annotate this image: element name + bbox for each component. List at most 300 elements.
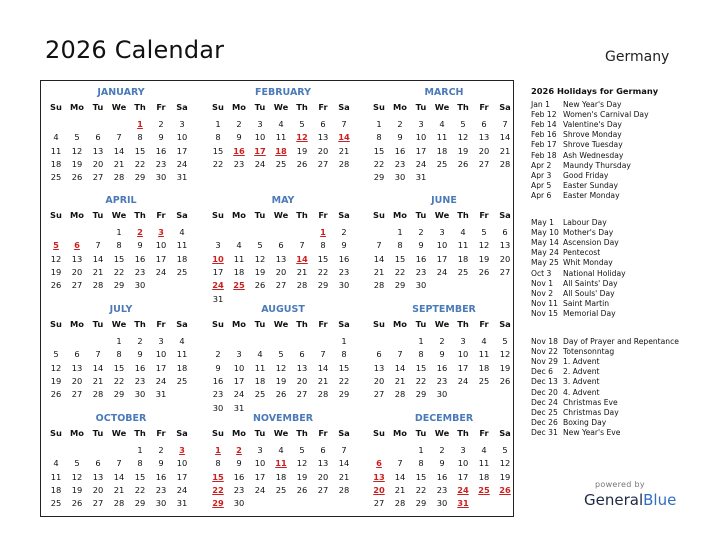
weekday-header: Su: [212, 210, 224, 220]
day-cell: 17: [436, 253, 448, 264]
day-cell: 14: [499, 132, 511, 143]
brand-general-text: General: [584, 491, 644, 509]
day-cell: 29: [338, 389, 350, 400]
day-cell: 2: [418, 227, 424, 237]
holiday-date: Nov 11: [531, 298, 558, 308]
day-cell: 17: [155, 362, 167, 373]
day-cell: 23: [394, 158, 406, 169]
weekday-header: We: [434, 210, 450, 220]
day-cell: 2: [158, 445, 164, 455]
weekday-header: Mo: [70, 102, 84, 112]
holiday-day-cell: 2: [137, 227, 143, 237]
day-cell: 28: [92, 280, 104, 291]
day-cell: 14: [317, 362, 329, 373]
holiday-name: Easter Monday: [563, 190, 620, 200]
day-cell: 22: [338, 375, 350, 386]
weekday-header: We: [273, 319, 289, 329]
holiday-day-cell: 6: [74, 240, 80, 251]
day-cell: 21: [373, 266, 385, 277]
day-cell: 1: [418, 445, 424, 455]
day-cell: 28: [317, 389, 329, 400]
holiday-row: [531, 151, 712, 161]
weekday-header: Su: [50, 319, 62, 329]
day-cell: 2: [341, 227, 347, 237]
day-cell: 16: [155, 145, 167, 156]
day-cell: 22: [212, 158, 224, 169]
day-cell: 13: [317, 132, 329, 143]
day-cell: 8: [418, 349, 424, 360]
weekday-header: Tu: [92, 319, 104, 329]
day-cell: 7: [502, 119, 508, 129]
day-cell: 13: [373, 362, 385, 373]
day-cell: 28: [338, 484, 350, 495]
holiday-name: All Souls' Day: [563, 288, 615, 298]
day-cell: 5: [502, 336, 508, 346]
weekday-header: Tu: [254, 428, 266, 438]
weekday-header: Fr: [156, 102, 166, 112]
day-cell: 10: [233, 362, 245, 373]
day-cell: 18: [176, 253, 188, 264]
month-name: AUGUST: [261, 304, 305, 315]
day-cell: 19: [71, 484, 83, 495]
day-cell: 16: [134, 253, 146, 264]
day-cell: 13: [296, 362, 308, 373]
holiday-row: [531, 269, 712, 279]
holiday-name: Shrove Monday: [563, 130, 622, 140]
day-cell: 26: [478, 266, 490, 277]
weekday-header: Sa: [338, 210, 350, 220]
weekday-header: We: [434, 319, 450, 329]
day-cell: 6: [481, 119, 487, 129]
day-cell: 21: [92, 266, 104, 277]
weekday-header: Fr: [479, 210, 489, 220]
day-cell: 26: [457, 158, 469, 169]
day-cell: 28: [113, 498, 125, 509]
holiday-row: [531, 388, 712, 398]
day-cell: 31: [155, 389, 167, 400]
month-may: [208, 191, 358, 304]
holiday-name: Ash Wednesday: [563, 150, 624, 160]
weekday-header: Sa: [176, 210, 188, 220]
day-cell: 7: [116, 132, 122, 143]
weekday-header: Th: [457, 319, 469, 329]
weekday-header: Sa: [338, 319, 350, 329]
weekday-header: Th: [296, 428, 308, 438]
day-cell: 18: [50, 484, 62, 495]
month-name: OCTOBER: [95, 413, 147, 424]
holiday-day-cell: 10: [212, 253, 224, 264]
day-cell: 15: [338, 362, 350, 373]
day-cell: 23: [134, 375, 146, 386]
day-cell: 29: [113, 280, 125, 291]
holiday-row: [531, 299, 712, 309]
day-cell: 13: [478, 132, 490, 143]
day-cell: 2: [236, 119, 242, 129]
day-cell: 27: [373, 498, 385, 509]
day-cell: 28: [499, 158, 511, 169]
day-cell: 13: [71, 362, 83, 373]
day-cell: 21: [317, 375, 329, 386]
day-cell: 12: [275, 362, 287, 373]
month-name: JUNE: [431, 195, 457, 206]
day-cell: 22: [394, 266, 406, 277]
holiday-date: Dec 20: [531, 387, 558, 397]
day-cell: 31: [233, 402, 245, 413]
day-cell: 18: [275, 471, 287, 482]
holiday-day-cell: 1: [137, 119, 143, 129]
month-name: APRIL: [105, 195, 137, 206]
day-cell: 8: [215, 458, 221, 469]
day-cell: 9: [341, 240, 347, 251]
day-cell: 26: [296, 484, 308, 495]
day-cell: 20: [499, 253, 511, 264]
weekday-header: Fr: [318, 319, 328, 329]
holiday-name: Boxing Day: [563, 417, 607, 427]
day-cell: 28: [338, 158, 350, 169]
holiday-name: All Saints' Day: [563, 278, 618, 288]
holiday-day-cell: 2: [236, 445, 242, 455]
day-cell: 24: [457, 375, 469, 386]
month-september: [369, 300, 519, 410]
day-cell: 25: [436, 158, 448, 169]
day-cell: 9: [418, 240, 424, 251]
powered-by-label: powered by: [595, 480, 645, 489]
holiday-row: [531, 171, 712, 181]
weekday-header: Th: [457, 102, 469, 112]
day-cell: 21: [394, 375, 406, 386]
weekday-header: Tu: [92, 210, 104, 220]
weekday-header: We: [111, 428, 127, 438]
day-cell: 31: [212, 293, 224, 304]
day-cell: 30: [212, 402, 224, 413]
day-cell: 17: [155, 253, 167, 264]
holiday-date: May 24: [531, 248, 559, 258]
day-cell: 9: [439, 458, 445, 469]
month-name: SEPTEMBER: [412, 304, 476, 315]
weekday-header: Fr: [318, 210, 328, 220]
day-cell: 7: [376, 240, 382, 251]
day-cell: 3: [460, 445, 466, 455]
day-cell: 17: [457, 362, 469, 373]
holiday-date: Dec 26: [531, 417, 558, 427]
weekday-header: Sa: [499, 428, 511, 438]
weekday-header: Tu: [415, 102, 427, 112]
day-cell: 22: [134, 484, 146, 495]
day-cell: 10: [415, 132, 427, 143]
holiday-date: Dec 25: [531, 407, 558, 417]
day-cell: 15: [373, 145, 385, 156]
weekday-header: We: [434, 428, 450, 438]
holiday-row: [531, 377, 712, 387]
day-cell: 8: [397, 240, 403, 251]
weekday-header: We: [434, 102, 450, 112]
day-cell: 20: [317, 471, 329, 482]
holiday-name: Women's Carnival Day: [563, 110, 649, 120]
day-cell: 28: [394, 498, 406, 509]
day-cell: 20: [92, 158, 104, 169]
day-cell: 25: [50, 498, 62, 509]
holiday-day-cell: 11: [275, 458, 287, 469]
holiday-date: Feb 12: [531, 110, 557, 120]
day-cell: 10: [436, 240, 448, 251]
day-cell: 19: [50, 375, 62, 386]
day-cell: 3: [236, 349, 242, 360]
holiday-date: Apr 5: [531, 180, 552, 190]
holiday-row: [531, 161, 712, 171]
weekday-header: Sa: [499, 102, 511, 112]
month-june: [369, 191, 519, 301]
day-cell: 17: [457, 471, 469, 482]
day-cell: 26: [50, 280, 62, 291]
weekday-header: Fr: [318, 102, 328, 112]
day-cell: 19: [50, 266, 62, 277]
day-cell: 30: [436, 498, 448, 509]
holiday-row: [531, 258, 712, 268]
day-cell: 16: [436, 471, 448, 482]
day-cell: 10: [155, 349, 167, 360]
day-cell: 28: [113, 172, 125, 183]
day-cell: 24: [415, 158, 427, 169]
day-cell: 4: [481, 336, 487, 346]
day-cell: 27: [71, 389, 83, 400]
day-cell: 18: [436, 145, 448, 156]
day-cell: 4: [179, 227, 185, 237]
holiday-date: Dec 24: [531, 397, 558, 407]
day-cell: 30: [134, 389, 146, 400]
day-cell: 28: [394, 389, 406, 400]
day-cell: 11: [478, 458, 490, 469]
holiday-name: Saint Martin: [563, 298, 610, 308]
month-name: JANUARY: [97, 87, 145, 98]
month-name: FEBRUARY: [255, 87, 311, 98]
holiday-date: Feb 14: [531, 120, 557, 130]
day-cell: 16: [415, 253, 427, 264]
day-cell: 19: [478, 253, 490, 264]
holiday-row: [531, 191, 712, 201]
day-cell: 13: [92, 471, 104, 482]
day-cell: 31: [415, 172, 427, 183]
day-cell: 20: [296, 375, 308, 386]
holiday-row: [531, 218, 712, 228]
day-cell: 10: [457, 458, 469, 469]
weekday-header: Th: [457, 210, 469, 220]
day-cell: 1: [116, 336, 122, 346]
calendar-grid: [40, 80, 514, 517]
holiday-date: May 10: [531, 228, 559, 238]
holiday-day-cell: 25: [478, 484, 490, 495]
day-cell: 12: [499, 349, 511, 360]
day-cell: 27: [317, 484, 329, 495]
weekday-header: Sa: [499, 210, 511, 220]
day-cell: 20: [71, 375, 83, 386]
day-cell: 9: [137, 240, 143, 251]
holiday-row: [531, 279, 712, 289]
day-cell: 13: [275, 253, 287, 264]
day-cell: 14: [113, 471, 125, 482]
month-january: [46, 83, 196, 193]
day-cell: 20: [275, 266, 287, 277]
holiday-row: [531, 357, 712, 367]
day-cell: 24: [176, 158, 188, 169]
month-name: JULY: [109, 304, 133, 315]
day-cell: 8: [116, 240, 122, 251]
weekday-header: Su: [373, 319, 385, 329]
weekday-header: Fr: [479, 319, 489, 329]
day-cell: 7: [397, 458, 403, 469]
day-cell: 9: [236, 458, 242, 469]
day-cell: 29: [394, 280, 406, 291]
day-cell: 5: [481, 227, 487, 237]
holiday-day-cell: 14: [296, 253, 308, 264]
holiday-name: New Year's Eve: [563, 427, 621, 437]
day-cell: 4: [53, 458, 59, 469]
day-cell: 2: [215, 349, 221, 360]
day-cell: 5: [299, 119, 305, 129]
day-cell: 25: [50, 172, 62, 183]
day-cell: 29: [317, 280, 329, 291]
day-cell: 7: [116, 458, 122, 469]
weekday-header: Sa: [176, 428, 188, 438]
day-cell: 5: [257, 240, 263, 251]
day-cell: 23: [155, 158, 167, 169]
holiday-date: May 1: [531, 218, 554, 227]
holiday-row: [531, 181, 712, 191]
day-cell: 24: [436, 266, 448, 277]
day-cell: 22: [134, 158, 146, 169]
day-cell: 12: [499, 458, 511, 469]
day-cell: 17: [176, 145, 188, 156]
day-cell: 12: [50, 253, 62, 264]
day-cell: 18: [176, 362, 188, 373]
day-cell: 27: [478, 158, 490, 169]
day-cell: 6: [95, 458, 101, 469]
day-cell: 30: [415, 280, 427, 291]
weekday-header: We: [273, 102, 289, 112]
day-cell: 25: [478, 375, 490, 386]
day-cell: 25: [457, 266, 469, 277]
brand-logo[interactable]: [584, 491, 676, 509]
day-cell: 4: [460, 227, 466, 237]
day-cell: 1: [341, 336, 347, 346]
weekday-header: Tu: [415, 428, 427, 438]
weekday-header: Su: [212, 102, 224, 112]
weekday-header: Mo: [232, 102, 246, 112]
day-cell: 16: [394, 145, 406, 156]
day-cell: 30: [155, 498, 167, 509]
weekday-header: Th: [134, 102, 146, 112]
day-cell: 18: [478, 471, 490, 482]
day-cell: 13: [317, 458, 329, 469]
day-cell: 27: [92, 172, 104, 183]
day-cell: 11: [457, 240, 469, 251]
month-august: [208, 300, 358, 413]
day-cell: 1: [418, 336, 424, 346]
holiday-day-cell: 12: [296, 132, 308, 143]
day-cell: 2: [158, 119, 164, 129]
holiday-day-cell: 3: [179, 445, 185, 455]
holiday-date: Oct 3: [531, 268, 552, 278]
day-cell: 23: [338, 266, 350, 277]
day-cell: 4: [257, 349, 263, 360]
day-cell: 28: [92, 389, 104, 400]
holiday-date: Jan 1: [531, 100, 550, 109]
month-october: [46, 409, 196, 519]
day-cell: 24: [155, 266, 167, 277]
day-cell: 17: [233, 375, 245, 386]
day-cell: 16: [436, 362, 448, 373]
day-cell: 16: [338, 253, 350, 264]
day-cell: 4: [53, 132, 59, 143]
day-cell: 1: [397, 227, 403, 237]
day-cell: 8: [137, 132, 143, 143]
holiday-day-cell: 6: [376, 458, 382, 469]
day-cell: 7: [320, 349, 326, 360]
holiday-row: [531, 238, 712, 248]
day-cell: 27: [499, 266, 511, 277]
day-cell: 27: [373, 389, 385, 400]
day-cell: 18: [478, 362, 490, 373]
holiday-name: New Year's Day: [563, 100, 622, 109]
holiday-day-cell: 16: [233, 145, 245, 156]
day-cell: 26: [499, 375, 511, 386]
day-cell: 23: [436, 484, 448, 495]
holiday-day-cell: 25: [233, 280, 245, 291]
day-cell: 4: [278, 445, 284, 455]
holiday-row: [531, 337, 712, 347]
day-cell: 7: [341, 119, 347, 129]
holiday-day-cell: 3: [158, 227, 164, 237]
day-cell: 30: [338, 280, 350, 291]
day-cell: 7: [397, 349, 403, 360]
weekday-header: Mo: [393, 319, 407, 329]
page-title: 2026 Calendar: [45, 36, 225, 64]
day-cell: 27: [71, 280, 83, 291]
holiday-day-cell: 1: [320, 227, 326, 237]
day-cell: 8: [215, 132, 221, 143]
holiday-row: [531, 100, 712, 110]
holiday-date: Nov 2: [531, 288, 554, 298]
weekday-header: Th: [296, 102, 308, 112]
holiday-row: [531, 398, 712, 408]
weekday-header: Fr: [479, 102, 489, 112]
day-cell: 5: [460, 119, 466, 129]
day-cell: 27: [275, 280, 287, 291]
day-cell: 12: [296, 458, 308, 469]
day-cell: 29: [415, 498, 427, 509]
day-cell: 15: [113, 362, 125, 373]
day-cell: 19: [296, 471, 308, 482]
holiday-date: Apr 3: [531, 170, 552, 180]
day-cell: 2: [439, 445, 445, 455]
day-cell: 21: [92, 375, 104, 386]
month-name: MARCH: [424, 87, 464, 98]
day-cell: 31: [176, 172, 188, 183]
day-cell: 14: [92, 253, 104, 264]
holiday-date: Feb 17: [531, 140, 557, 150]
day-cell: 3: [439, 227, 445, 237]
holiday-date: May 25: [531, 258, 559, 268]
day-cell: 26: [254, 280, 266, 291]
weekday-header: Fr: [156, 428, 166, 438]
holiday-day-cell: 17: [254, 145, 266, 156]
day-cell: 8: [320, 240, 326, 251]
weekday-header: Su: [50, 102, 62, 112]
day-cell: 14: [92, 362, 104, 373]
holiday-name: 2. Advent: [563, 367, 600, 377]
day-cell: 3: [179, 119, 185, 129]
holiday-name: Whit Monday: [563, 258, 613, 268]
weekday-header: Mo: [70, 210, 84, 220]
